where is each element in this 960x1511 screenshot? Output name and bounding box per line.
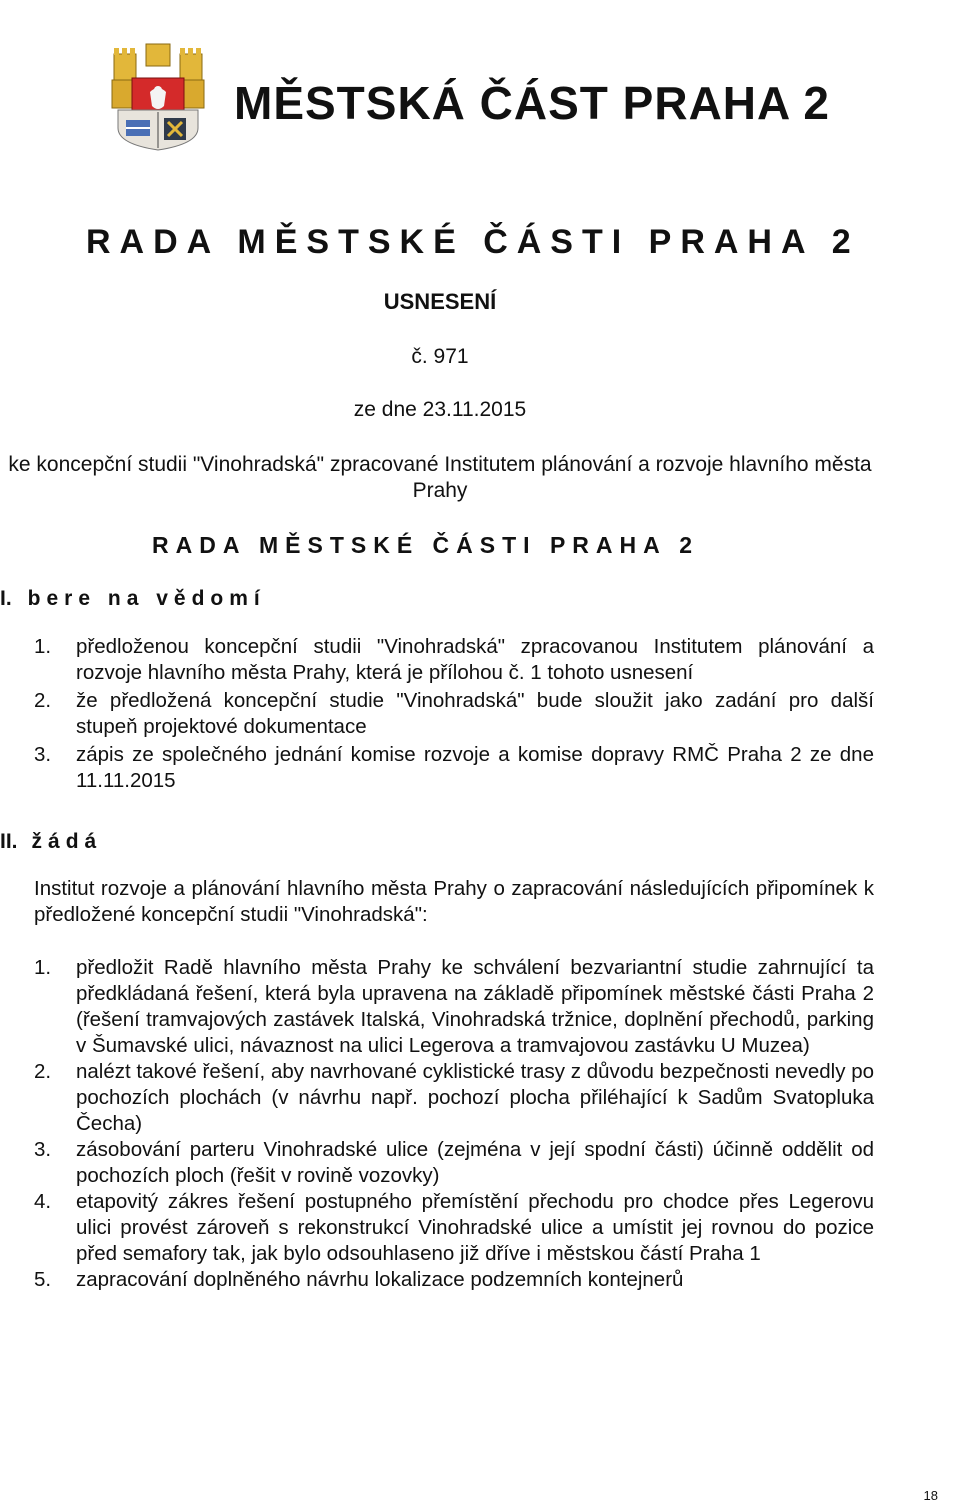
section-2-verb: žádá [31, 830, 103, 853]
section-1-roman: I. [0, 587, 12, 610]
list-item [34, 1267, 874, 1293]
item-text: zápis ze společného jednání komise rozvoje a komise dopravy RMČ Praha 2 ze dne 11.11.2015 [76, 743, 874, 792]
resolution-subject: ke koncepční studii "Vinohradská" zpracované Institutem plánování a rozvoje hlavního města Prahy [8, 453, 872, 502]
page-number: 18 [923, 1488, 938, 1503]
list-item [34, 1059, 874, 1137]
coat-of-arms-icon [108, 40, 208, 152]
document-type: USNESENÍ [383, 289, 497, 314]
item-text: nalézt takové řešení, aby navrhované cyklistické trasy z důvodu bezpečnosti nevedly po pochozích plochách (v návrhu např. pochozí plocha přiléhající k Sadům Svatopluka Čecha) [76, 1060, 874, 1135]
list-item [34, 634, 874, 686]
resolution-number: č. 971 [411, 345, 469, 368]
resolution-date: ze dne 23.11.2015 [353, 398, 527, 421]
list-item [34, 955, 874, 1059]
section-2-list [34, 955, 874, 1293]
item-number: 3. [34, 743, 52, 766]
section-2-heading [0, 830, 102, 854]
list-item [34, 1137, 874, 1189]
item-text: etapovitý zákres řešení postupného přemístění přechodu pro chodce přes Legerovu ulici provést zároveň s rekonstrukcí Vinohradské ulice a umístit jej rovnou do pozice před semafory tak, jak bylo odsouhlaseno již dříve i městskou částí Praha 1 [76, 1190, 874, 1265]
item-text: předloženou koncepční studii "Vinohradská" zpracovanou Institutem plánování a rozvoje hlavního města Prahy, která je přílohou č. 1 tohoto usnesení [76, 635, 874, 684]
item-number: 2. [34, 1060, 52, 1083]
item-text: předložit Radě hlavního města Prahy ke schválení bezvariantní studie zahrnující ta předkládaná řešení, která byla upravena na základě připomínek městské části Praha 2 (řešení tramvajových zastávek Italská, Vinohradská tržnice, doplnění přechodů, parking v Šumavské ulici, návaznost na ulici Legerova a tramvajovou zastávku U Muzea) [76, 956, 874, 1057]
item-number: 3. [34, 1138, 52, 1161]
item-text: zapracování doplněného návrhu lokalizace podzemních kontejnerů [76, 1268, 684, 1291]
logo-text: MĚSTSKÁ ČÁST PRAHA 2 [234, 77, 830, 129]
section-2-roman: II. [0, 830, 18, 853]
section-1-list [34, 634, 874, 796]
page-title: RADA MĚSTSKÉ ČÁSTI PRAHA 2 [86, 223, 860, 261]
section-2-intro: Institut rozvoje a plánování hlavního města Prahy o zapracování následujících připomínek k předložené koncepční studii "Vinohradská": [34, 877, 874, 926]
item-number: 2. [34, 689, 52, 712]
body-authority: RADA MĚSTSKÉ ČÁSTI PRAHA 2 [152, 532, 700, 558]
item-text: že předložená koncepční studie "Vinohradská" bude sloužit jako zadání pro další stupeň projektové dokumentace [76, 689, 874, 738]
list-item [34, 688, 874, 740]
section-1-verb: bere na vědomí [27, 587, 266, 610]
item-number: 1. [34, 635, 52, 658]
item-number: 4. [34, 1190, 52, 1213]
item-number: 1. [34, 956, 52, 979]
list-item [34, 742, 874, 794]
item-number: 5. [34, 1268, 52, 1291]
item-text: zásobování parteru Vinohradské ulice (zejména v její spodní části) účinně oddělit od pochozích ploch (řešit v rovině vozovky) [76, 1138, 874, 1187]
list-item [34, 1189, 874, 1267]
section-1-heading [0, 587, 266, 611]
